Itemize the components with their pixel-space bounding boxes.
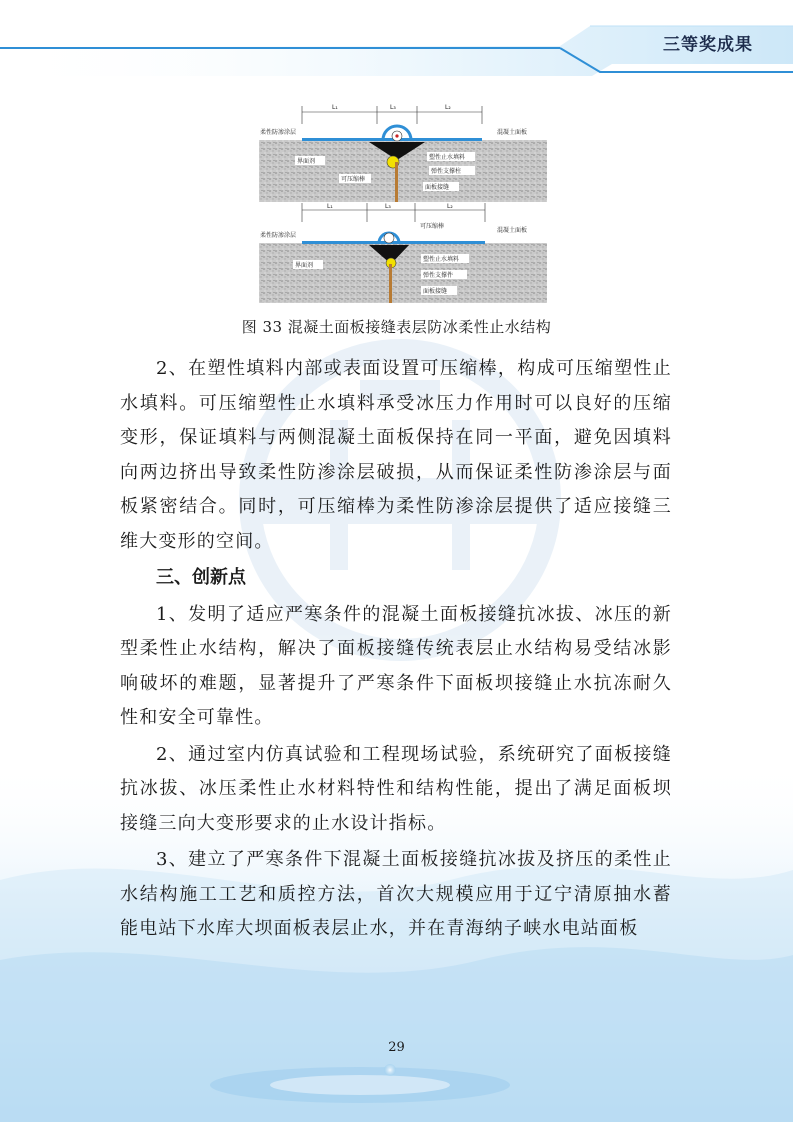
figure-top-diagram bbox=[259, 104, 547, 202]
figure-caption: 图 33 混凝土面板接缝表层防冰柔性止水结构 bbox=[241, 318, 552, 336]
top-label-support: 弹性支撑柱 bbox=[431, 168, 462, 175]
bottom-label-filler: 塑性止水填料 bbox=[423, 256, 460, 263]
top-dim-l1: L₁ bbox=[332, 104, 338, 111]
bottom-label-interface: 界面剂 bbox=[295, 262, 314, 269]
body-text bbox=[120, 352, 672, 949]
paragraph-innovation-2: 2、通过室内仿真试验和工程现场试验，系统研究了面板接缝抗冰拔、冰压柔性止水材料特性和结构性能，提出了满足面板坝接缝三向大变形要求的止水设计指标。 bbox=[120, 743, 672, 834]
figure-bottom-diagram bbox=[259, 203, 547, 303]
joint-structure-figure bbox=[257, 100, 547, 305]
top-label-panel: 混凝土面板 bbox=[497, 129, 528, 136]
bottom-dim-l3: L₃ bbox=[385, 203, 391, 210]
bottom-dim-l2: L₂ bbox=[447, 203, 453, 210]
top-label-filler: 塑性止水填料 bbox=[429, 154, 466, 161]
top-label-joint: 面板接缝 bbox=[425, 184, 450, 191]
top-dim-l3: L₃ bbox=[390, 104, 396, 111]
bottom-dim-l1: L₁ bbox=[327, 203, 333, 210]
bottom-label-coating: 柔性防渗涂层 bbox=[260, 232, 297, 239]
section-heading-innovation: 三、创新点 bbox=[156, 567, 246, 588]
paragraph-compressible-rod: 2、在塑性填料内部或表面设置可压缩棒，构成可压缩塑性止水填料。可压缩塑性止水填料承受冰压力作用时可以良好的压缩变形，保证填料与两侧混凝土面板保持在同一平面，避免因填料向两边挤出导致柔性防渗涂层破损，从而保证柔性防渗涂层与面板紧密结合。同时，可压缩棒为柔性防渗涂层提供了适应接缝三维大变形的空间。 bbox=[120, 358, 672, 552]
top-label-coating: 柔性防渗涂层 bbox=[260, 129, 297, 136]
top-label-rod: 可压缩棒 bbox=[341, 176, 366, 183]
bottom-label-joint: 面板接缝 bbox=[423, 288, 448, 295]
page-number: 29 bbox=[388, 1040, 405, 1055]
bottom-label-support: 弹性支撑件 bbox=[423, 272, 454, 279]
bottom-label-panel: 混凝土面板 bbox=[497, 227, 528, 234]
header-section-label: 三等奖成果 bbox=[663, 35, 753, 55]
top-label-interface: 界面剂 bbox=[297, 158, 316, 165]
paragraph-innovation-1: 1、发明了适应严寒条件的混凝土面板接缝抗冰拔、冰压的新型柔性止水结构，解决了面板接缝传统表层止水结构易受结冰影响破坏的难题，显著提升了严寒条件下面板坝接缝止水抗冻耐久性和安全可靠性。 bbox=[120, 603, 672, 728]
paragraph-innovation-3: 3、建立了严寒条件下混凝土面板接缝抗冰拔及挤压的柔性止水结构施工工艺和质控方法，首次大规模应用于辽宁清原抽水蓄能电站下水库大坝面板表层止水，并在青海纳子峡水电站面板 bbox=[120, 849, 672, 939]
bottom-label-rod: 可压缩棒 bbox=[420, 223, 445, 230]
top-dim-l2: L₂ bbox=[445, 104, 451, 111]
